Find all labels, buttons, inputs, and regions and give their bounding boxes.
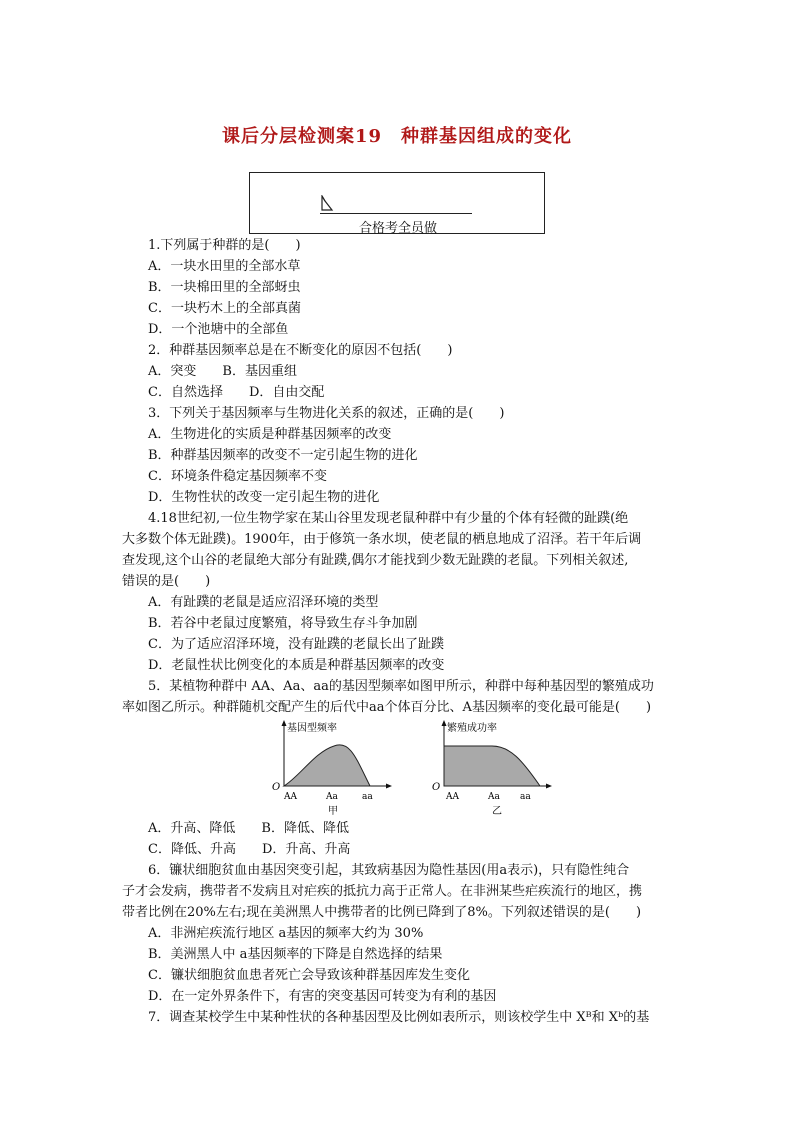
jia-tick-aa-dominant: AA	[284, 792, 297, 802]
q5-options-ab: A．升高、降低 B．降低、降低	[148, 821, 349, 836]
jia-ylabel: 基因型频率	[287, 723, 337, 734]
q3-option-c: C．环境条件稳定基因频率不变	[148, 469, 327, 484]
q3-option-d: D．生物性状的改变一定引起生物的进化	[148, 490, 380, 505]
jia-caption: 甲	[328, 806, 338, 817]
q6-stem-line2: 子才会发病，携带者不发病且对疟疾的抵抗力高于正常人。在非洲某些疟疾流行的地区，携	[122, 884, 643, 899]
q1-option-c: C．一块朽木上的全部真菌	[148, 301, 301, 316]
q4-stem-line1: 4.18世纪初,一位生物学家在某山谷里发现老鼠种群中有少量的个体有轻微的趾蹼(绝	[148, 511, 629, 526]
q4-stem-line2: 大多数个体无趾蹼)。1900年，由于修筑一条水坝，使老鼠的栖息地成了沼泽。若干年后调	[122, 532, 642, 547]
yi-origin: O	[432, 782, 441, 793]
yi-caption: 乙	[492, 806, 502, 817]
figure-jia	[270, 718, 400, 818]
q6-option-b: B．美洲黑人中 a基因频率的下降是自然选择的结果	[148, 947, 443, 962]
q1-option-d: D．一个池塘中的全部鱼	[148, 322, 289, 337]
q4-option-c: C．为了适应沼泽环境，没有趾蹼的老鼠长出了趾蹼	[148, 637, 444, 652]
q6-stem-line3: 带者比例在20%左右;现在美洲黑人中携带者的比例已降到了8%。下列叙述错误的是( )	[122, 905, 642, 920]
yi-tick-aa-recessive: aa	[520, 792, 531, 802]
q7-stem-line1: 7．调查某校学生中某种性状的各种基因型及比例如表所示，则该校学生中 Xᴮ和 Xᵇ的基	[148, 1010, 650, 1025]
q3-option-a: A．生物进化的实质是种群基因频率的改变	[148, 427, 392, 442]
q5-options-cd: C．降低、升高 D．升高、升高	[148, 842, 351, 857]
q1-option-a: A．一块水田里的全部水草	[148, 259, 301, 274]
banner-label: 合格考全员做	[358, 221, 437, 236]
q6-stem-line1: 6．镰状细胞贫血由基因突变引起，其致病基因为隐性基因(用a表示)，只有隐性纯合	[148, 863, 630, 878]
jia-frequency-curve	[284, 745, 370, 786]
q2-options-cd: C．自然选择 D．自由交配	[148, 385, 325, 400]
yi-ylabel: 繁殖成功率	[447, 723, 497, 734]
q6-option-c: C．镰状细胞贫血患者死亡会导致该种群基因库发生变化	[148, 968, 470, 983]
q4-stem-line3: 查发现,这个山谷的老鼠绝大部分有趾蹼,偶尔才能找到少数无趾蹼的老鼠。下列相关叙述,	[122, 553, 629, 568]
q2-stem: 2．种群基因频率总是在不断变化的原因不包括( )	[148, 343, 453, 358]
q2-options-ab: A．突变 B．基因重组	[148, 364, 297, 379]
jia-tick-aa-recessive: aa	[362, 792, 373, 802]
section-banner	[249, 172, 545, 234]
figure-yi	[430, 718, 560, 818]
yi-success-curve	[444, 746, 540, 786]
q4-option-b: B．若谷中老鼠过度繁殖，将导致生存斗争加剧	[148, 616, 418, 631]
yi-tick-aa-dominant: AA	[446, 792, 459, 802]
jia-x-arrow	[386, 784, 392, 789]
q3-option-b: B．种群基因频率的改变不一定引起生物的进化	[148, 448, 418, 463]
q1-option-b: B．一块棉田里的全部蚜虫	[148, 280, 301, 295]
q4-stem-line4: 错误的是( )	[122, 574, 211, 589]
banner-rule	[320, 213, 472, 214]
yi-tick-aa-hetero: Aa	[488, 792, 500, 802]
q3-stem: 3．下列关于基因频率与生物进化关系的叙述，正确的是( )	[148, 406, 505, 421]
q6-option-a: A．非洲疟疾流行地区 a基因的频率大约为 30%	[148, 926, 424, 941]
q4-option-a: A．有趾蹼的老鼠是适应沼泽环境的类型	[148, 595, 379, 610]
q5-stem-line2: 率如图乙所示。种群随机交配产生的后代中aa个体百分比、A基因频率的变化最可能是( )	[122, 700, 652, 715]
yi-y-arrow	[442, 720, 447, 726]
jia-y-arrow	[282, 720, 287, 726]
q1-stem: 1.下列属于种群的是( )	[148, 238, 301, 253]
jia-tick-aa-hetero: Aa	[326, 792, 338, 802]
page-title: 课后分层检测案19 种群基因组成的变化	[221, 126, 573, 147]
q4-option-d: D．老鼠性状比例变化的本质是种群基因频率的改变	[148, 658, 445, 673]
pen-icon	[320, 195, 334, 213]
q6-option-d: D．在一定外界条件下，有害的突变基因可转变为有利的基因	[148, 989, 497, 1004]
jia-origin: O	[272, 782, 281, 793]
yi-x-arrow	[546, 784, 552, 789]
q5-stem-line1: 5．某植物种群中 AA、Aa、aa的基因型频率如图甲所示，种群中每种基因型的繁殖成功	[148, 679, 654, 694]
